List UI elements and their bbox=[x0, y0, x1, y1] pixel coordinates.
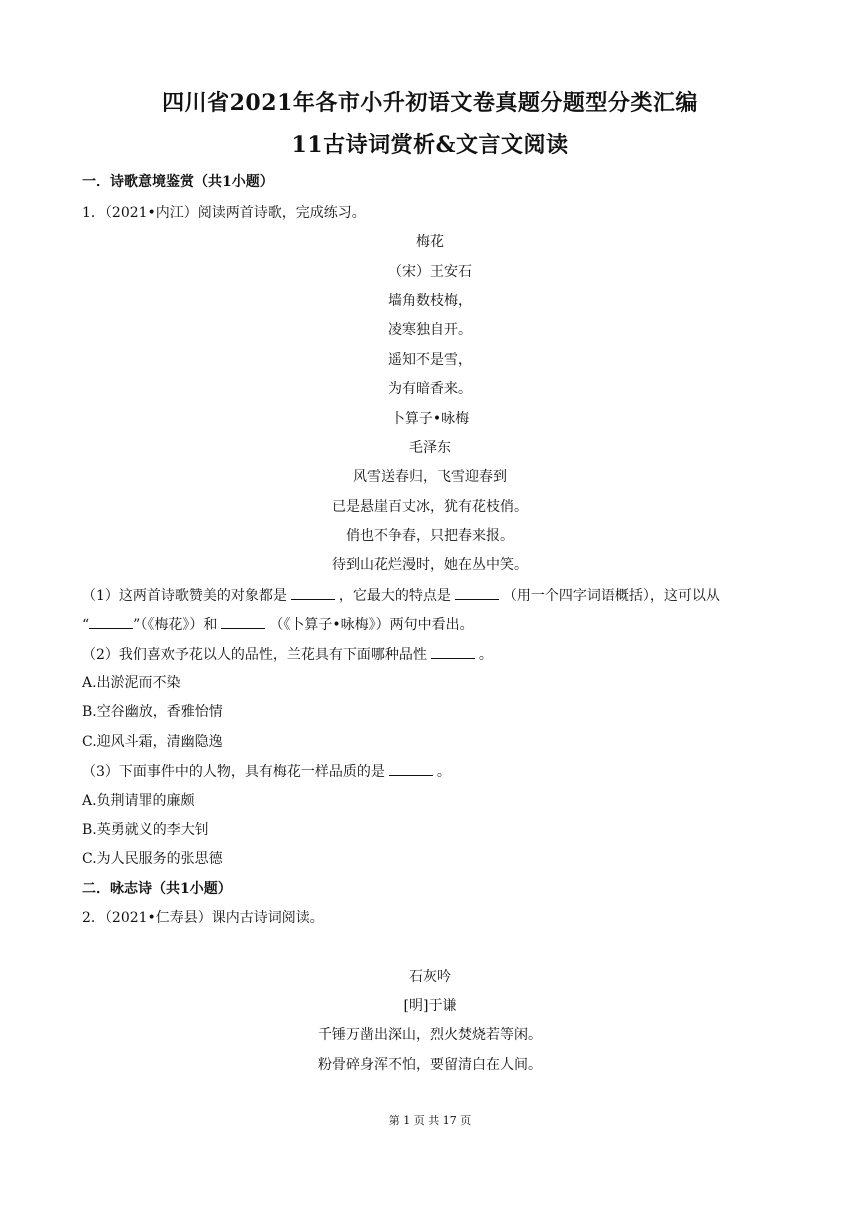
poem-1-line: 遥知不是雪， bbox=[388, 352, 472, 368]
question-1-intro: 1．（2021•内江）阅读两首诗歌，完成练习。 bbox=[82, 205, 366, 221]
section-heading-1: 一．诗歌意境鉴赏（共1小题） bbox=[82, 174, 274, 190]
question-1-2: （2）我们喜欢予花以人的品性，兰花具有下面哪种品性 。 bbox=[82, 644, 790, 665]
section-heading-2: 二．咏志诗（共1小题） bbox=[82, 881, 232, 897]
poem-2-line: 已是悬崖百丈冰，犹有花枝俏。 bbox=[332, 499, 528, 515]
poem-1-line: 为有暗香来。 bbox=[388, 381, 472, 397]
answer-blank[interactable] bbox=[431, 644, 475, 659]
answer-blank[interactable] bbox=[455, 585, 499, 600]
poem-2-line: 待到山花烂漫时，她在丛中笑。 bbox=[332, 557, 528, 573]
poem-2-line: 风雪送春归，飞雪迎春到 bbox=[353, 469, 507, 485]
poem-1-author: （宋）王安石 bbox=[388, 264, 472, 280]
poem-3-title: 石灰吟 bbox=[409, 969, 451, 985]
poem-3-author: [明]于谦 bbox=[403, 998, 457, 1014]
poem-2-title: 卜算子•咏梅 bbox=[390, 411, 470, 427]
option-item: B.空谷幽放，香雅怡情 bbox=[82, 704, 223, 720]
poem-2-author: 毛泽东 bbox=[409, 440, 451, 456]
poem-1-title: 梅花 bbox=[416, 234, 444, 250]
question-1-3: （3）下面事件中的人物，具有梅花一样品质的是 。 bbox=[82, 761, 790, 782]
answer-blank[interactable] bbox=[89, 614, 133, 629]
answer-blank[interactable] bbox=[389, 761, 433, 776]
option-item: C.为人民服务的张思德 bbox=[82, 851, 223, 867]
question-2-intro: 2．（2021•仁寿县）课内古诗词阅读。 bbox=[82, 910, 324, 926]
option-item: A.出淤泥而不染 bbox=[82, 675, 181, 691]
question-1-1: （1）这两首诗歌赞美的对象都是 ，它最大的特点是 （用一个四字词语概括），这可以从 bbox=[82, 585, 790, 606]
poem-2-line: 俏也不争春，只把春来报。 bbox=[346, 528, 514, 544]
poem-1-line: 墙角数枝梅， bbox=[388, 293, 472, 309]
option-item: A.负荆请罪的廉颇 bbox=[82, 793, 195, 809]
document-title: 四川省2021年各市小升初语文卷真题分题型分类汇编 bbox=[162, 90, 698, 116]
poem-3-line: 千锤万凿出深山，烈火焚烧若等闲。 bbox=[318, 1027, 542, 1043]
option-item: B.英勇就义的李大钊 bbox=[82, 822, 209, 838]
page-footer: 第 1 页 共 17 页 bbox=[388, 1114, 472, 1127]
option-item: C.迎风斗霜，清幽隐逸 bbox=[82, 734, 223, 750]
document-subtitle: 11古诗词赏析&文言文阅读 bbox=[291, 132, 569, 158]
answer-blank[interactable] bbox=[291, 585, 335, 600]
question-1-1-continued: “ ”（《梅花》）和 （《卜算子•咏梅》）两句中看出。 bbox=[82, 614, 790, 635]
answer-blank[interactable] bbox=[221, 614, 265, 629]
poem-3-line: 粉骨碎身浑不怕，要留清白在人间。 bbox=[318, 1057, 542, 1073]
poem-1-line: 凌寒独自开。 bbox=[388, 322, 472, 338]
